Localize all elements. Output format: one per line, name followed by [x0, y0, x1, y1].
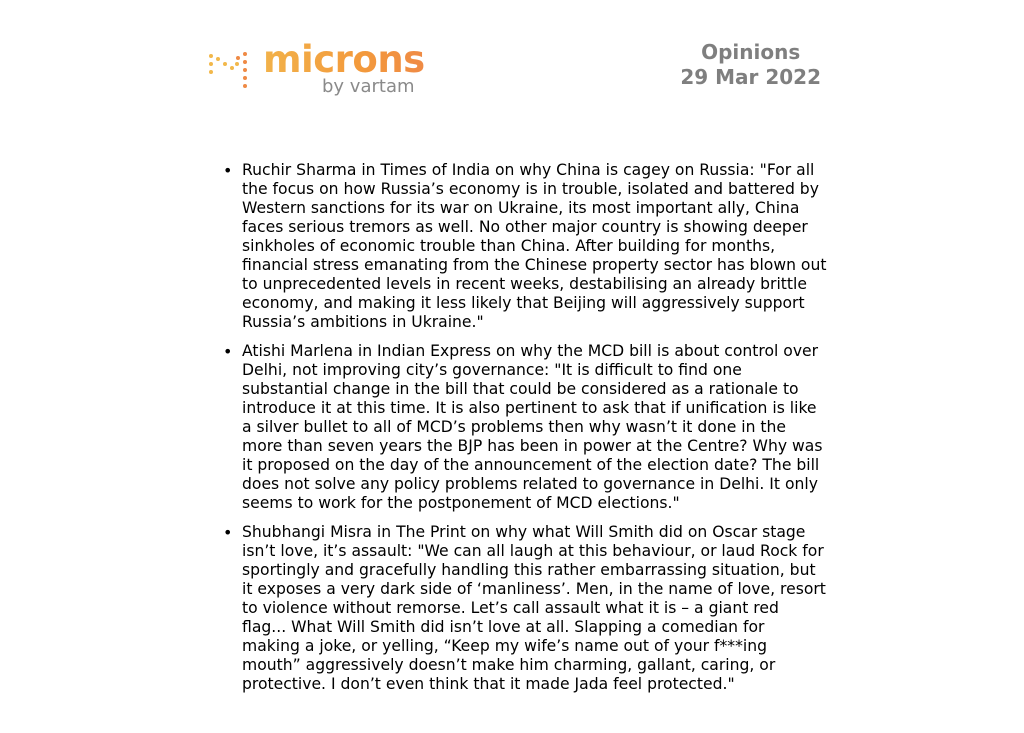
- bullet-icon: •: [223, 342, 233, 361]
- header: [202, 0, 827, 120]
- list-item: [202, 161, 827, 332]
- opinion-text: Shubhangi Misra in The Print on why what Will Smith did on Oscar stage isn’t love, it’s assault: "We can all laugh at this behaviour, or laud Rock for sportingly and gracefully handling this rather embarrassing situation, but it exposes a very dark side of ‘manliness’. Men, in the name of love, resort to violence without remorse. Let’s call assault what it is – a giant red flag... What Will Smith did isn’t love at all. Slapping a comedian for making a joke, or yelling, “Keep my wife’s name out of your f***ing mouth” aggressively doesn’t make him charming, gallant, caring, or protective. I don’t even think that it made Jada feel protected.": [242, 523, 826, 693]
- section-title: Opinions: [701, 40, 801, 64]
- opinion-list: [202, 161, 827, 704]
- brand-name: microns: [263, 38, 425, 81]
- opinion-text: Atishi Marlena in Indian Express on why the MCD bill is about control over Delhi, not improving city’s governance: "It is difficult to find one substantial change in the bill that could be considered as a rationale to introduce it at this time. It is also pertinent to ask that if unification is like a silver bullet to all of MCD’s problems then why wasn’t it done in the more than seven years the BJP has been in power at the Centre? Why was it proposed on the day of the announcement of the election date? The bill does not solve any policy problems related to governance in Delhi. It only seems to work for the postponement of MCD elections.": [242, 342, 823, 512]
- bullet-icon: •: [223, 161, 233, 180]
- issue-meta: [680, 40, 821, 90]
- logo-mark-icon: [207, 42, 255, 98]
- opinion-text: Ruchir Sharma in Times of India on why China is cagey on Russia: "For all the focus on how Russia’s economy is in trouble, isolated and battered by Western sanctions for its war on Ukraine, its most important ally, China faces serious tremors as well. No other major country is showing deeper sinkholes of economic trouble than China. After building for months, financial stress emanating from the Chinese property sector has blown out to unprecedented levels in recent weeks, destabilising an already brittle economy, and making it less likely that Beijing will aggressively support Russia’s ambitions in Ukraine.": [242, 161, 827, 331]
- brand-tagline: by vartam: [322, 76, 415, 97]
- bullet-icon: •: [223, 523, 233, 542]
- logo: [207, 38, 442, 104]
- issue-date: 29 Mar 2022: [680, 65, 821, 89]
- list-item: [202, 523, 827, 694]
- newsletter-page: [202, 0, 827, 733]
- list-item: [202, 342, 827, 513]
